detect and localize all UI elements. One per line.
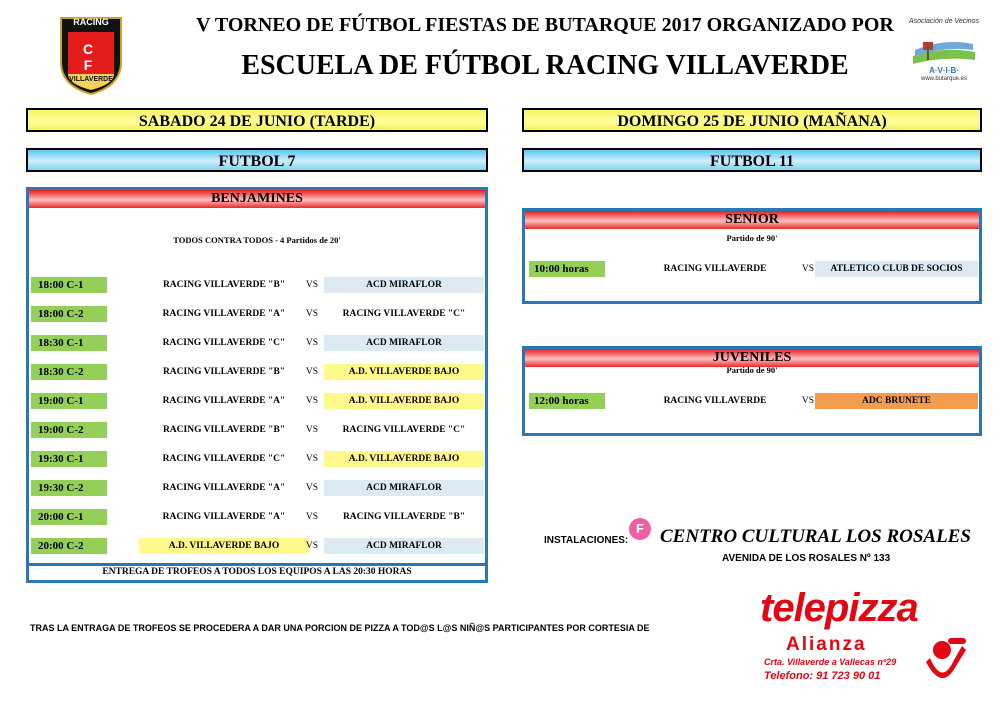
senior-match-row	[525, 261, 979, 277]
racing-villaverde-logo	[55, 14, 127, 96]
match-home-team: RACING VILLAVERDE "B"	[162, 425, 286, 435]
telepizza-phone: Telefono: 91 723 90 01	[764, 670, 881, 682]
match-vs: VS	[305, 483, 319, 493]
match-time: 12:00 horas	[529, 393, 605, 409]
benjamines-panel	[26, 187, 488, 583]
match-vs: VS	[801, 264, 815, 274]
avib-logo	[905, 16, 983, 86]
senior-panel	[522, 208, 982, 304]
match-home-team: RACING VILLAVERDE "B"	[162, 280, 286, 290]
match-time: 19:30 C-1	[31, 451, 107, 467]
page-title-line2: ESCUELA DE FÚTBOL RACING VILLAVERDE	[241, 50, 849, 81]
match-row	[29, 538, 485, 554]
avib-text-arc: Asociación de Vecinos	[908, 18, 980, 25]
match-away-team: RACING VILLAVERDE "C"	[342, 425, 466, 435]
match-vs: VS	[305, 309, 319, 319]
match-row	[29, 393, 485, 409]
match-away-team: A.D. VILLAVERDE BAJO	[324, 451, 484, 467]
day-bar-saturday: SABADO 24 DE JUNIO (TARDE)	[26, 108, 488, 132]
match-home-team: RACING VILLAVERDE "C"	[162, 454, 286, 464]
match-home-team: RACING VILLAVERDE	[663, 396, 767, 406]
telepizza-branch: Alianza	[786, 634, 867, 655]
match-away-team: ACD MIRAFLOR	[324, 335, 484, 351]
venue-label: INSTALACIONES:	[544, 535, 629, 546]
match-vs: VS	[305, 541, 319, 551]
benjamines-subtitle: TODOS CONTRA TODOS - 4 Partidos de 20'	[173, 235, 341, 245]
match-vs: VS	[305, 454, 319, 464]
match-row	[29, 480, 485, 496]
page-title-line1: V TORNEO DE FÚTBOL FIESTAS DE BUTARQUE 2017 ORGANIZADO POR	[196, 14, 894, 36]
match-away-team: RACING VILLAVERDE "C"	[342, 309, 466, 319]
format-bar-futbol7: FUTBOL 7	[26, 148, 488, 172]
match-away-team: ACD MIRAFLOR	[324, 538, 484, 554]
match-home-team: RACING VILLAVERDE	[663, 264, 767, 274]
match-time: 19:00 C-1	[31, 393, 107, 409]
juveniles-subtitle: Partido de 90'	[726, 365, 778, 375]
senior-subtitle: Partido de 90'	[726, 233, 778, 243]
venue-name: CENTRO CULTURAL LOS ROSALES	[660, 526, 971, 547]
match-away-team: ADC BRUNETE	[815, 393, 978, 409]
match-vs: VS	[305, 280, 319, 290]
logo-top-text: RACING	[73, 17, 109, 27]
match-home-team: RACING VILLAVERDE "B"	[162, 367, 286, 377]
match-vs: VS	[305, 512, 319, 522]
match-row	[29, 364, 485, 380]
category-header-juveniles: JUVENILES	[525, 349, 979, 367]
avib-website: www.butarque.es	[920, 76, 968, 82]
match-home-team: RACING VILLAVERDE "C"	[162, 338, 286, 348]
match-home-team: RACING VILLAVERDE "A"	[162, 396, 286, 406]
match-time: 19:30 C-2	[31, 480, 107, 496]
match-time: 20:00 C-2	[31, 538, 107, 554]
match-time: 18:00 C-1	[31, 277, 107, 293]
match-time: 20:00 C-1	[31, 509, 107, 525]
match-away-team: RACING VILLAVERDE "B"	[342, 512, 466, 522]
match-time: 18:30 C-1	[31, 335, 107, 351]
match-row	[29, 306, 485, 322]
match-row	[29, 451, 485, 467]
venue-marker-icon	[629, 518, 651, 540]
logo-letters: C F	[82, 41, 100, 73]
match-vs: VS	[305, 396, 319, 406]
avib-acronym: A·V·I·B·	[929, 66, 959, 75]
match-away-team: A.D. VILLAVERDE BAJO	[324, 364, 484, 380]
juveniles-match-row	[525, 393, 979, 409]
venue-address: AVENIDA DE LOS ROSALES Nº 133	[722, 553, 891, 564]
match-away-team: ACD MIRAFLOR	[324, 277, 484, 293]
juveniles-panel	[522, 346, 982, 436]
day-bar-sunday: DOMINGO 25 DE JUNIO (MAÑANA)	[522, 108, 982, 132]
match-away-team: A.D. VILLAVERDE BAJO	[324, 393, 484, 409]
match-vs: VS	[305, 425, 319, 435]
match-time: 18:00 C-2	[31, 306, 107, 322]
match-vs: VS	[305, 367, 319, 377]
match-home-team: RACING VILLAVERDE "A"	[162, 512, 286, 522]
match-vs: VS	[801, 396, 815, 406]
match-home-team: RACING VILLAVERDE "A"	[162, 309, 286, 319]
format-bar-futbol11: FUTBOL 11	[522, 148, 982, 172]
match-time: 18:30 C-2	[31, 364, 107, 380]
match-home-team: RACING VILLAVERDE "A"	[162, 483, 286, 493]
match-time: 10:00 horas	[529, 261, 605, 277]
match-away-team: ACD MIRAFLOR	[324, 480, 484, 496]
match-row	[29, 277, 485, 293]
logo-bottom-text: VILLAVERDE	[69, 76, 113, 83]
match-time: 19:00 C-2	[31, 422, 107, 438]
match-row	[29, 422, 485, 438]
category-header-senior: SENIOR	[525, 211, 979, 229]
category-header-benjamines: BENJAMINES	[29, 190, 485, 208]
match-vs: VS	[305, 338, 319, 348]
match-row	[29, 335, 485, 351]
trophy-note: ENTREGA DE TROFEOS A TODOS LOS EQUIPOS A LAS 20:30 HORAS	[29, 563, 485, 580]
pizza-note: TRAS LA ENTRAGA DE TROFEOS SE PROCEDERA A DAR UNA PORCION DE PIZZA A TOD@S L@S NIÑ@S PARTICIPANTES POR CORTESIA DE	[30, 623, 650, 633]
pizza-chef-icon	[922, 636, 968, 686]
telepizza-brand: telepizza	[760, 586, 918, 630]
venue-marker-letter: F	[636, 521, 644, 536]
match-away-team: ATLETICO CLUB DE SOCIOS	[815, 261, 978, 277]
match-home-team: A.D. VILLAVERDE BAJO	[139, 538, 309, 554]
telepizza-address: Crta. Villaverde a Vallecas nº29	[764, 657, 897, 667]
telepizza-sponsor	[758, 584, 978, 694]
match-row	[29, 509, 485, 525]
